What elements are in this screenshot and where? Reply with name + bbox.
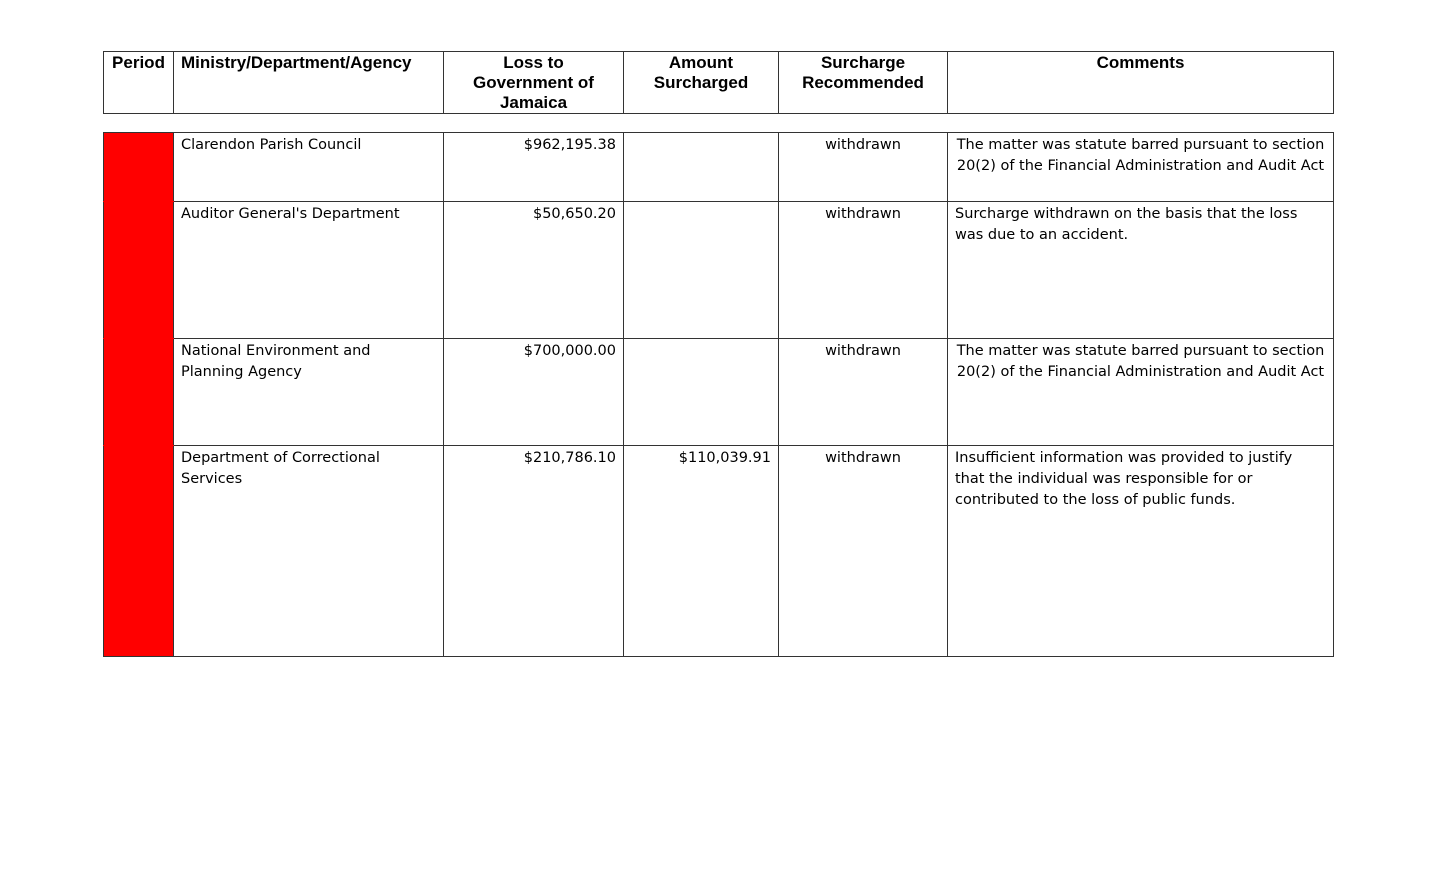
amount-cell: $110,039.91 [624, 446, 779, 657]
loss-cell: $962,195.38 [444, 133, 624, 202]
mda-cell: Clarendon Parish Council [174, 133, 444, 202]
header-mda: Ministry/Department/Agency [174, 52, 444, 114]
surcharge-cell: withdrawn [779, 446, 948, 657]
comments-cell: The matter was statute barred pursuant to section 20(2) of the Financial Administration and Audit Act [948, 133, 1334, 202]
header-table [103, 51, 1334, 114]
surcharge-cell: withdrawn [779, 339, 948, 446]
header-amount: Amount Surcharged [624, 52, 779, 114]
table-row [104, 133, 1334, 202]
amount-cell [624, 339, 779, 446]
amount-cell [624, 133, 779, 202]
header-period: Period [104, 52, 174, 114]
comments-cell: Surcharge withdrawn on the basis that the loss was due to an accident. [948, 202, 1334, 339]
period-cell [104, 202, 174, 339]
surcharge-cell: withdrawn [779, 133, 948, 202]
amount-cell [624, 202, 779, 339]
surcharge-cell: withdrawn [779, 202, 948, 339]
loss-cell: $50,650.20 [444, 202, 624, 339]
period-cell [104, 133, 174, 202]
mda-cell: Auditor General's Department [174, 202, 444, 339]
mda-cell: Department of Correctional Services [174, 446, 444, 657]
comments-cell: The matter was statute barred pursuant to section 20(2) of the Financial Administration and Audit Act [948, 339, 1334, 446]
table-row [104, 446, 1334, 657]
data-table [103, 132, 1334, 657]
loss-cell: $700,000.00 [444, 339, 624, 446]
header-comments: Comments [948, 52, 1334, 114]
header-loss: Loss to Government of Jamaica [444, 52, 624, 114]
table-row [104, 202, 1334, 339]
period-cell [104, 446, 174, 657]
table-row [104, 339, 1334, 446]
header-surcharge: Surcharge Recommended [779, 52, 948, 114]
period-cell [104, 339, 174, 446]
loss-cell: $210,786.10 [444, 446, 624, 657]
header-row [104, 52, 1334, 114]
comments-cell: Insufficient information was provided to justify that the individual was responsible for or contributed to the loss of public funds. [948, 446, 1334, 657]
mda-cell: National Environment and Planning Agency [174, 339, 444, 446]
